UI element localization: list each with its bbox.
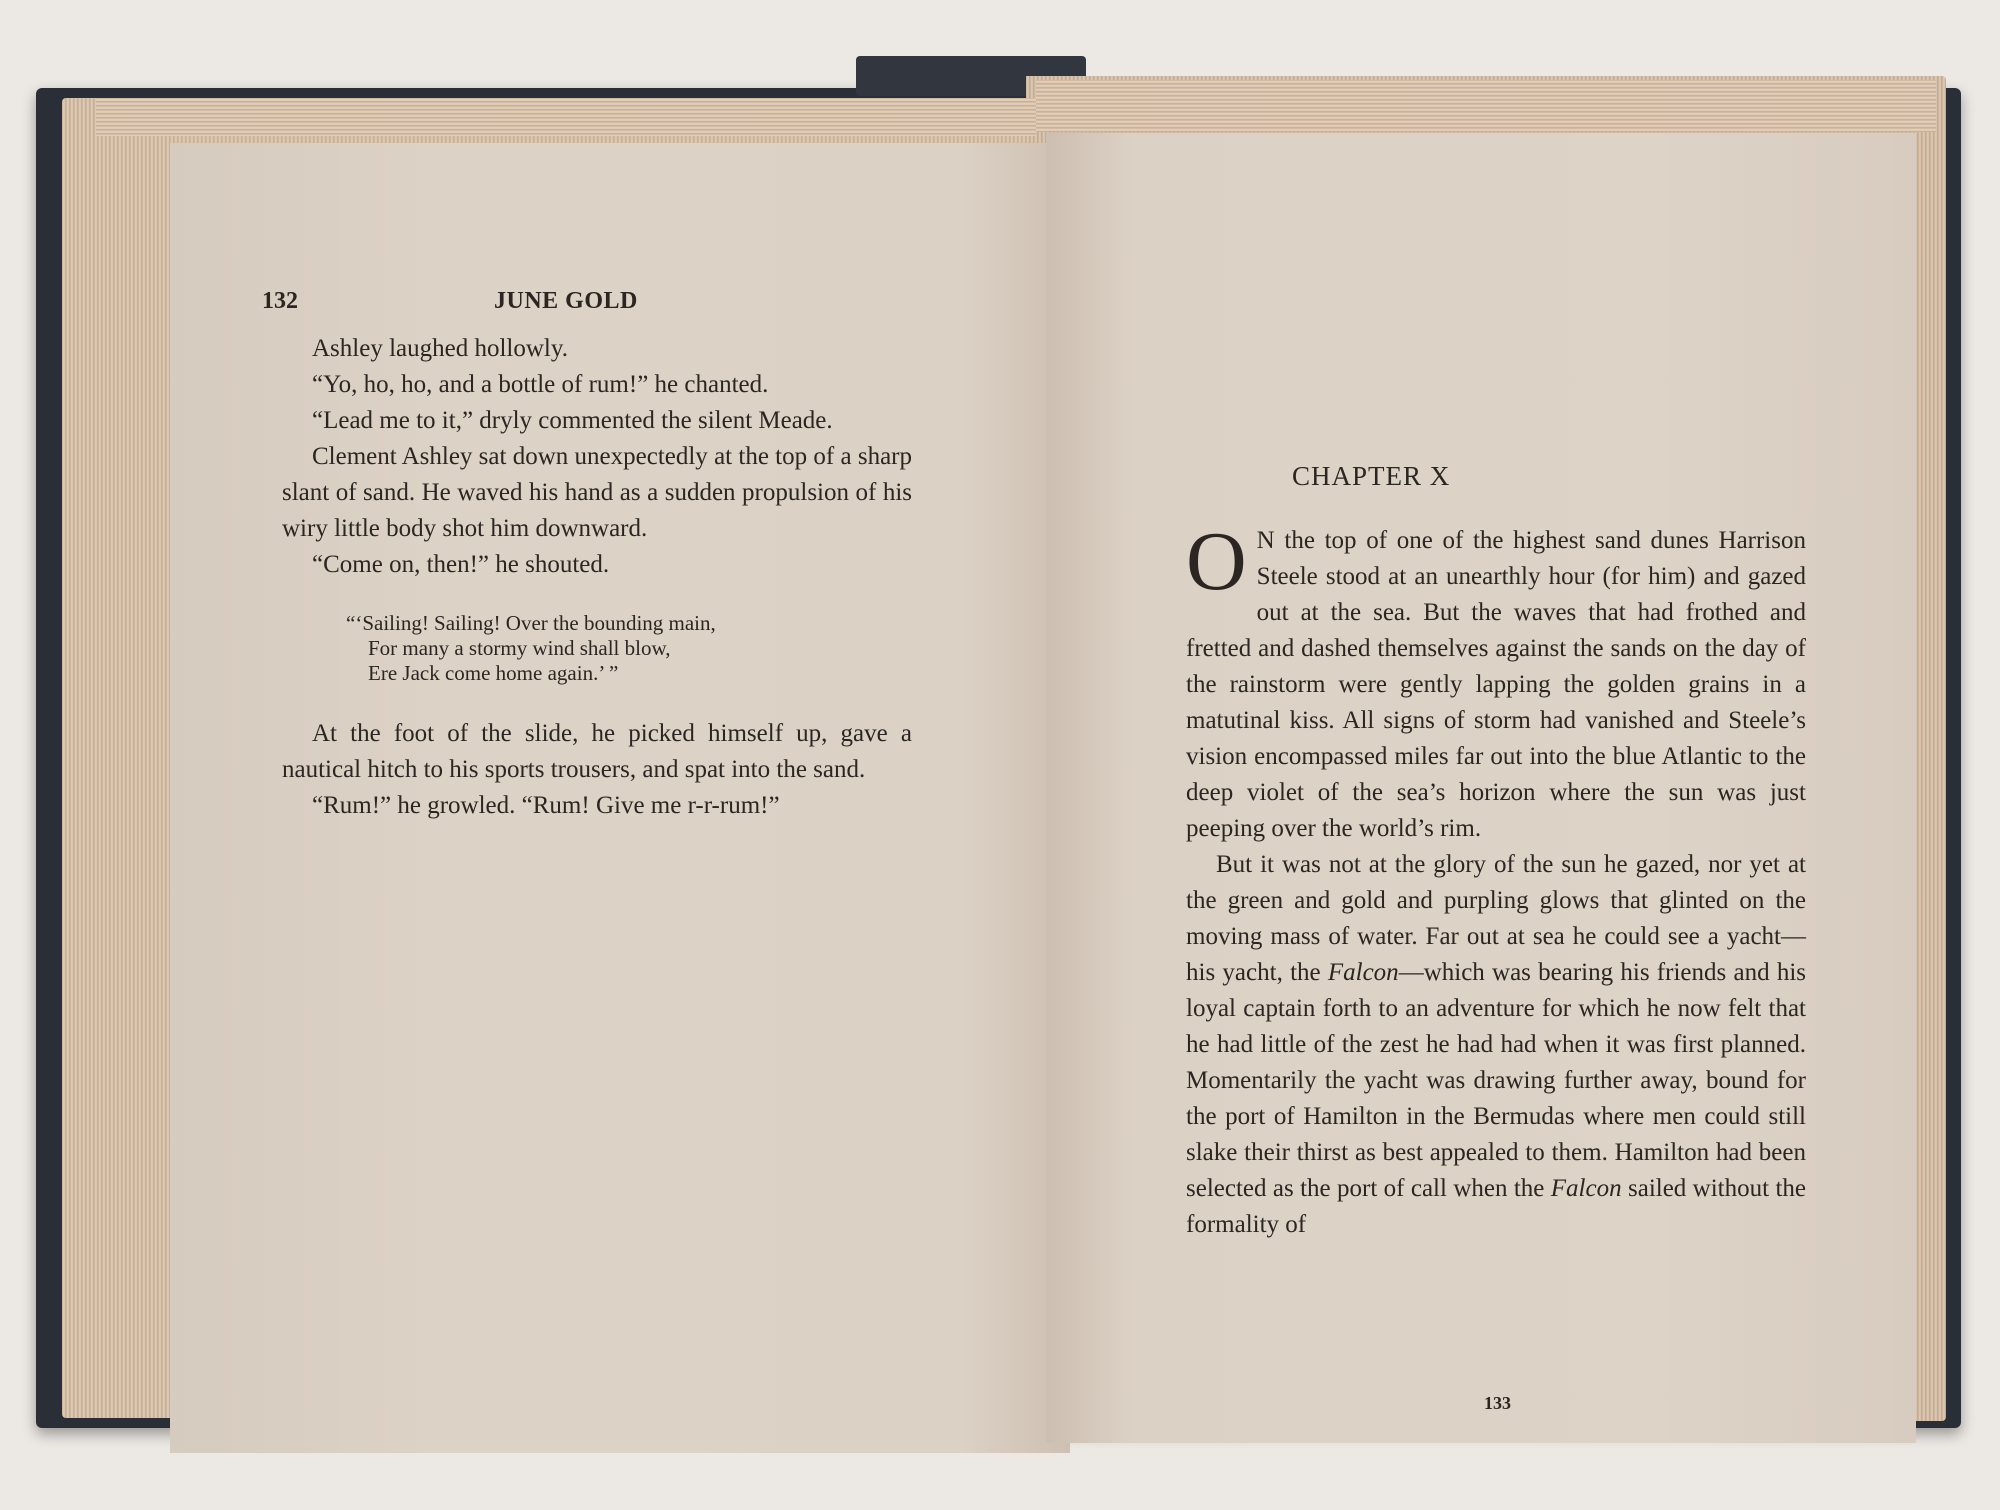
top-edges-right [1036, 80, 1936, 132]
verse-line: For many a stormy wind shall blow, [368, 636, 671, 660]
top-edges-left [96, 98, 1036, 136]
opening-paragraph [1186, 515, 1806, 847]
page-number: 132 [262, 288, 298, 314]
left-page-body [282, 331, 912, 824]
paragraph-text: N the top of one of the highest sand dunes Harrison Steele stood at an unearthly hour (for him) and gazed out at the sea. But the waves that had frothed and fretted and dashed themselves against the sands on the day of the rainstorm were gently lapping the golden grains in a matutinal kiss. All signs of storm had vanished and Steele’s vision encompassed miles far out into the blue Atlantic to the deep violet of the sea’s horizon where the sun was just peeping over the world’s rim. [1186, 527, 1806, 842]
paragraph-text: —which was bearing his friends and his loyal captain forth to an adventure for which he now felt that he had little of the zest he had had when it was first planned. Momentarily the yacht was drawing further away, bound for the port of Hamilton in the Bermudas where men could still slake their thirst as best appealed to them. Hamilton had been selected as the port of call when the [1186, 959, 1806, 1202]
right-page [1046, 133, 1916, 1443]
running-title: JUNE GOLD [494, 288, 638, 314]
paragraph: “Yo, ho, ho, and a bottle of rum!” he chanted. [312, 371, 769, 398]
paragraph [1186, 847, 1806, 1243]
verse-line: Ere Jack come home again.’ ” [368, 661, 619, 685]
verse-line: “‘Sailing! Sailing! Over the bounding main, [346, 611, 716, 635]
song-verse [346, 611, 912, 686]
paragraph: “Rum!” he growled. “Rum! Give me r-r-rum!” [312, 792, 780, 819]
paragraph-text: But it was not at the glory of the sun he gazed, nor yet at the green and gold and purpling glows that glinted on the moving mass of water. Far out at sea he could see a yacht—his yacht, the [1186, 851, 1806, 986]
paragraph: Clement Ashley sat down unexpectedly at the top of a sharp slant of sand. He waved his hand as a sudden propulsion of his wiry little body shot him downward. [282, 443, 912, 542]
open-book [36, 48, 1961, 1438]
paragraph: “Lead me to it,” dryly commented the silent Meade. [312, 407, 833, 434]
paragraph: “Come on, then!” he shouted. [312, 551, 610, 578]
chapter-title: CHAPTER X [1292, 461, 1451, 491]
drop-cap: O [1186, 515, 1247, 608]
right-page-body [1186, 515, 1806, 1243]
page-number: 133 [1484, 1393, 1511, 1413]
left-page [170, 143, 1070, 1453]
ship-name: Falcon [1550, 1175, 1622, 1202]
paragraph: Ashley laughed hollowly. [312, 335, 568, 362]
paragraph-text: sailed without the formality of [1186, 1175, 1806, 1238]
ship-name: Falcon [1327, 959, 1399, 986]
paragraph: At the foot of the slide, he picked himself up, gave a nautical hitch to his sports trousers, and spat into the sand. [282, 720, 912, 783]
